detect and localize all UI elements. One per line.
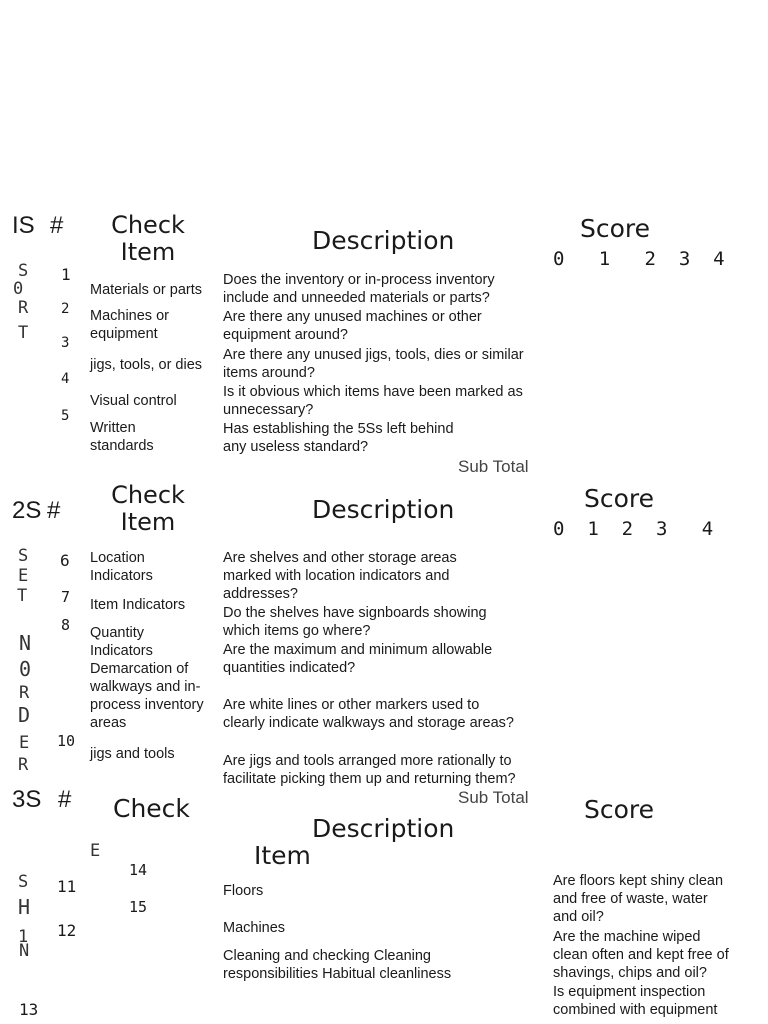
check-item: jigs, tools, or dies [90, 357, 203, 373]
row-number: 11 [57, 877, 77, 896]
number-header: # [58, 786, 72, 813]
check-item: Machines or equipment [90, 308, 169, 342]
description: Are there any unused machines or other equipment around? [223, 309, 482, 343]
description: Are floors kept shiny clean and free of waste, water and oil? [553, 873, 724, 925]
side-letter: S [18, 546, 29, 566]
side-letter: T [17, 586, 28, 606]
side-letter: E [18, 566, 29, 586]
description: Is it obvious which items have been marked as unnecessary? [223, 384, 523, 418]
row-number: 15 [129, 898, 148, 916]
side-letter: 0 [19, 657, 32, 681]
score-scale: 0 1 2 3 4 [553, 248, 725, 270]
row-number: 12 [57, 921, 77, 940]
row-number: 14 [129, 861, 148, 879]
side-letter: H [18, 895, 31, 919]
check-item: Written standards [90, 420, 154, 454]
check-item: Demarcation of walkways and in-process inventory areas [90, 661, 204, 731]
description: Are white lines or other markers used to clearly indicate walkways and storage areas? [223, 697, 514, 731]
section-code: 3S [12, 786, 42, 813]
section-code: 2S [12, 497, 42, 524]
description-header: Description [312, 226, 455, 255]
side-letter: D [18, 703, 31, 727]
side-letter: 0 [13, 279, 24, 299]
side-letter: 1 [18, 927, 29, 947]
side-letter: N [19, 631, 32, 655]
score-header: Score [584, 795, 655, 824]
check-item: Visual control [90, 393, 177, 409]
check-item: Cleaning and checking Cleaning responsibilities Habitual cleanliness [223, 948, 452, 982]
row-number: 2 [61, 301, 70, 317]
number-header: # [47, 497, 61, 524]
description: Are jigs and tools arranged more rationally to facilitate picking them up and returning them? [223, 753, 516, 787]
description: Are shelves and other storage areas marked with location indicators and addresses? [223, 550, 457, 602]
row-number: 6 [60, 551, 70, 570]
number-header: # [50, 212, 64, 239]
check-item: Location Indicators [90, 550, 153, 584]
side-letter: N [19, 941, 30, 961]
row-number: 5 [61, 408, 70, 424]
check-item: Materials or parts [90, 282, 203, 298]
row-number: 13 [19, 1000, 39, 1019]
section-code: IS [12, 212, 35, 239]
side-letter: R [18, 755, 29, 775]
row-number: 8 [61, 616, 71, 634]
check-item: jigs and tools [90, 746, 175, 762]
item-header: Item [254, 841, 311, 870]
subtotal-label: Sub Total [458, 788, 529, 807]
check-e-letter: E [90, 841, 101, 861]
description: Are there any unused jigs, tools, dies or similar items around? [223, 347, 524, 381]
row-number: 10 [57, 732, 76, 750]
row-number: 4 [61, 371, 70, 387]
score-header: Score [584, 484, 655, 513]
side-letter: R [19, 683, 30, 703]
row-number: 3 [61, 335, 70, 351]
side-letter: E [19, 733, 30, 753]
side-letter: T [18, 323, 29, 343]
description-header: Description [312, 495, 455, 524]
check-item-header: Check Item [111, 211, 185, 266]
description: Does the inventory or in-process inventory include and unneeded materials or parts? [223, 272, 495, 306]
subtotal-label: Sub Total [458, 457, 529, 476]
score-scale: 0 1 2 3 4 [553, 518, 714, 540]
score-header: Score [580, 214, 651, 243]
description: Are the maximum and minimum allowable quantities indicated? [223, 642, 493, 676]
row-number: 7 [61, 588, 71, 606]
description: Is equipment inspection combined with equipment [553, 984, 718, 1018]
description-header: Description [312, 814, 455, 843]
check-item: Floors [223, 883, 264, 899]
side-letter: S [18, 261, 29, 281]
check-item: Quantity Indicators [90, 625, 153, 659]
description: Are the machine wiped clean often and kept free of shavings, chips and oil? [553, 929, 729, 981]
description: Has establishing the 5Ss left behind any useless standard? [223, 421, 454, 455]
row-number: 1 [61, 265, 71, 284]
check-header: Check [113, 794, 190, 823]
side-letter: S [18, 872, 29, 892]
check-item-header: Check Item [111, 481, 185, 536]
description: Do the shelves have signboards showing which items go where? [223, 605, 487, 639]
side-letter: R [18, 298, 29, 318]
check-item: Machines [223, 920, 286, 936]
check-item: Item Indicators [90, 597, 186, 613]
